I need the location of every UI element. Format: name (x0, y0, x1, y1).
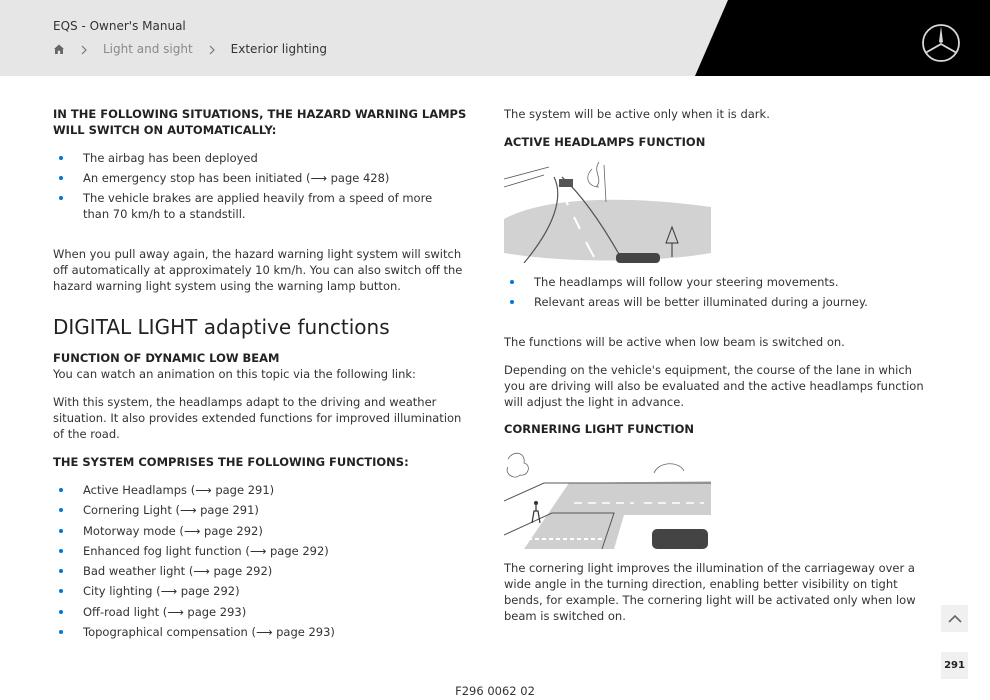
equipment-paragraph: Depending on the vehicle's equipment, the course of the lane in which you are driving will also be evaluated and the active headlamps function will adjust the light in advance. (504, 363, 924, 409)
list-item: The headlamps will follow your steering movements. (504, 274, 924, 290)
functions-list (53, 482, 473, 640)
low-beam-paragraph: The functions will be active when low beam is switched on. (504, 335, 845, 349)
list-item[interactable]: City lighting (⟶ page 292) (53, 583, 473, 599)
active-headlamps-list (504, 274, 924, 310)
image-code: F296 0062 02 (455, 684, 535, 698)
list-item[interactable]: Off-road light (⟶ page 293) (53, 604, 473, 620)
active-headlamps-illustration (504, 157, 711, 263)
list-item[interactable]: Cornering Light (⟶ page 291) (53, 502, 473, 518)
hazard-heading: IN THE FOLLOWING SITUATIONS, THE HAZARD WARNING LAMPS WILL SWITCH ON AUTOMATICALLY: (53, 107, 467, 137)
list-item: Relevant areas will be better illuminated during a journey. (504, 294, 924, 310)
scroll-to-top-button[interactable] (941, 605, 968, 632)
hazard-paragraph: When you pull away again, the hazard warning light system will switch off automatically at approximately 10 km/h. You can also switch off the hazard warning light system using the warning lamp button. (53, 247, 463, 293)
cornering-paragraph: The cornering light improves the illumination of the carriageway over a wide angle in the turning direction, enabling better visibility on tight bends, for example. The cornering light will be activated only when low beam is switched on. (504, 561, 916, 623)
breadcrumb-current-exterior-lighting: Exterior lighting (230, 42, 327, 56)
list-item[interactable]: Motorway mode (⟶ page 292) (53, 523, 473, 539)
home-icon[interactable] (53, 43, 65, 55)
right-column (504, 106, 924, 624)
section-title: DIGITAL LIGHT adaptive functions (53, 315, 390, 339)
breadcrumb-link-light-and-sight[interactable]: Light and sight (103, 42, 193, 56)
page-number-icon: 291 (944, 660, 965, 671)
cornering-light-heading: CORNERING LIGHT FUNCTION (504, 422, 695, 436)
system-paragraph: With this system, the headlamps adapt to the driving and weather situation. It also provides extended functions for improved illumination of the road. (53, 395, 462, 441)
hazard-list (53, 150, 473, 222)
app-title: EQS - Owner's Manual (53, 19, 186, 33)
dynamic-low-beam-heading: FUNCTION OF DYNAMIC LOW BEAM (53, 351, 280, 365)
list-item[interactable]: Enhanced fog light function (⟶ page 292) (53, 543, 473, 559)
dark-paragraph: The system will be active only when it is dark. (504, 107, 770, 121)
list-item[interactable]: An emergency stop has been initiated (⟶ page 428) (53, 170, 473, 186)
chevron-up-icon (948, 614, 962, 624)
active-headlamps-heading: ACTIVE HEADLAMPS FUNCTION (504, 135, 706, 149)
chevron-right-icon (207, 44, 217, 54)
chevron-right-icon (79, 44, 89, 54)
list-item[interactable]: Bad weather light (⟶ page 292) (53, 563, 473, 579)
left-column (53, 106, 473, 640)
list-item: The airbag has been deployed (53, 150, 473, 166)
page-header (0, 0, 990, 76)
animation-link-paragraph: You can watch an animation on this topic via the following link: (53, 367, 416, 381)
list-item: The vehicle brakes are applied heavily from a speed of more than 70 km/h to a standstill. (53, 190, 473, 222)
page-number-button[interactable] (941, 652, 968, 679)
breadcrumb (53, 42, 327, 56)
list-item[interactable]: Active Headlamps (⟶ page 291) (53, 482, 473, 498)
mercedes-star-icon (921, 23, 961, 63)
functions-heading: THE SYSTEM COMPRISES THE FOLLOWING FUNCTIONS: (53, 455, 409, 469)
list-item[interactable]: Topographical compensation (⟶ page 293) (53, 624, 473, 640)
cornering-light-illustration (504, 443, 711, 549)
